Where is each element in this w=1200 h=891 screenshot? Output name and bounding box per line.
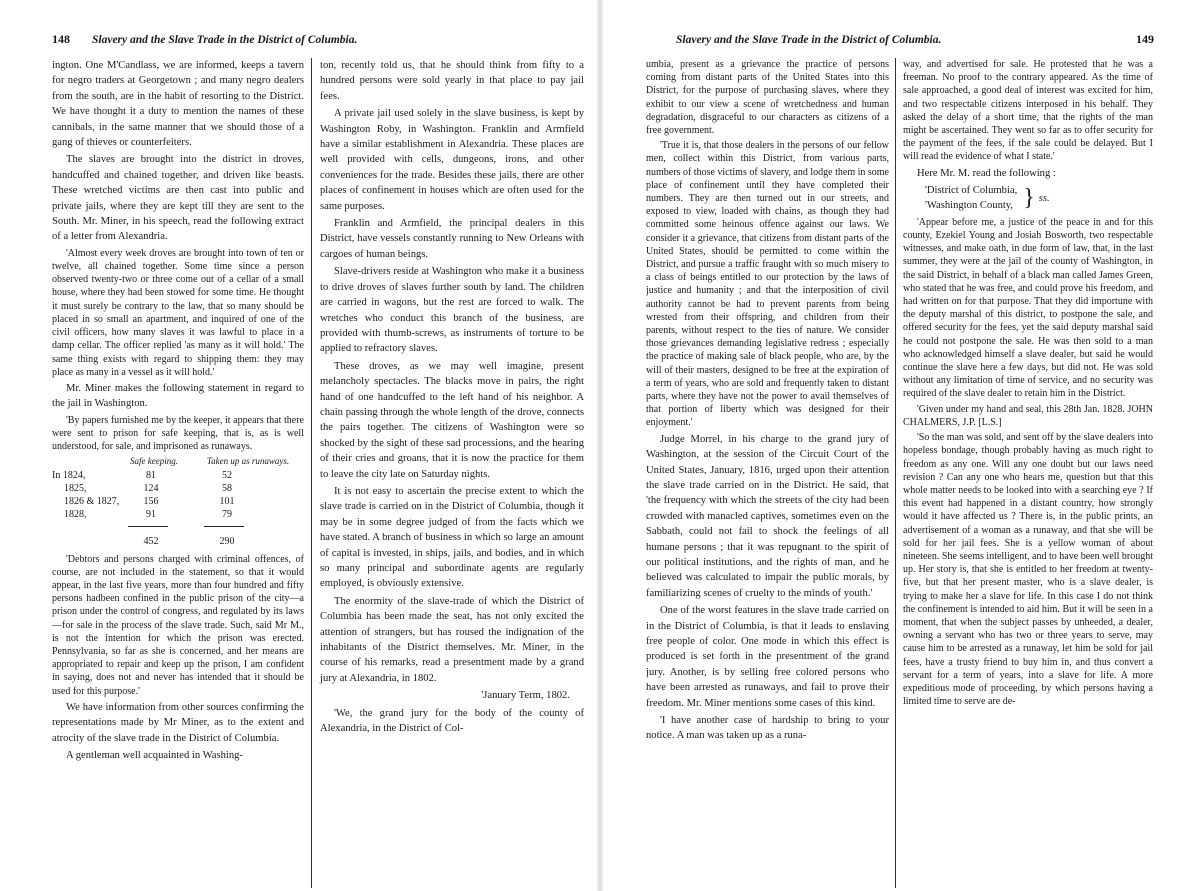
table-cell: 79	[222, 509, 232, 521]
rule-line	[128, 526, 168, 527]
paragraph: Here Mr. M. read the following :	[917, 167, 1056, 179]
paragraph: A private jail used solely in the slave business, is kept by Washington Roby, in Washington. Franklin and Armfield have a similar establishment in Alexandria. These places are well provided with cells, dungeons, irons, and other conveniences for the trade. Besides these jails, there are other places of confinement in houses which are often used for the same purposes.	[320, 108, 584, 212]
table-cell: 91	[146, 509, 156, 521]
venue-line: 'Washington County,	[925, 200, 1014, 212]
paragraph: One of the worst features in the slave trade carried on in the District of Columbia, is that it leads to enslaving free people of color. One mode in which this effect is produced is set forth in the presentment of the grand jury. Another, is by selling free colored persons who have been arrested as runaways, and fail to prove their freedom. Mr. Miner mentions some cases of this kind.	[646, 605, 889, 709]
quote-paragraph: 'Debtors and persons charged with criminal offences, of course, are not included in the statement, so that it would appear, in the last five years, more than four hundred and fifty persons hadbeen confined in the public prison of the city—a prison under the control of congress, and regulated by its laws—for sale in the process of the slave trade. Such, said Mr M., is not the intention for which the prison was erected. Pennsylvania, so far as she is concerned, and her means are appropriated to repair and keep up the prison, I am confident in saying, does not and never has intended that it should be used for this purpose.'	[52, 553, 304, 697]
venue-block	[903, 183, 1153, 214]
table-cell: 101	[219, 495, 235, 507]
paragraph: 'We, the grand jury for the body of the county of Alexandria, in the District of Col-	[320, 707, 584, 735]
paragraph: We have information from other sources confirming the representations made by Mr Miner, as to the extent and atrocity of the slave trade in the District of Columbia.	[52, 701, 304, 744]
paragraph: Mr. Miner makes the following statement in regard to the jail in Washington.	[52, 382, 304, 410]
quote-paragraph: 'Appear before me, a justice of the peace in and for this county, Ezekiel Young and Josiah Bosworth, two respectable witnesses, and make oath, in due form of law, that, in the last summer, they were at the jail of the county of Washington, in the said District, in behalf of a black man called James Green, who stated that he was free, and could prove his freedom, and had written on for that purpose. That they did importune with the deputy marshal of this district, to postpone the sale, and offered security for the fees, yet the said deputy marshal said he could not postpone the sale. He was then sold to a man who acknowledged himself a slave dealer, but said he would continue the slave here a few days, but did not. He was sold without any limitation of time of service, and no security was required of the slave dealer to retain him in the District.	[903, 216, 1153, 400]
right-page	[600, 0, 1200, 891]
paragraph: Judge Morrel, in his charge to the grand jury of Washington, at the session of the Circuit Court of the United States, January, 1816, urged upon their attention the slave trade carried on in the District. He said, that 'the frequency with which the streets of the city had been crowded with manacled captives, sometimes even on the Sabbath, could not fail to shock the feelings of all humane persons ; that it was repugnant to the spirit of our political institutions, and the rights of man, and he believed was calculated to impair the public morals, by familiarizing scenes of cruelty to the minds of youth.'	[646, 433, 889, 599]
right-column-1	[646, 58, 896, 888]
brace-icon: }	[1023, 185, 1035, 212]
table-header-cell: Safe keeping.	[130, 456, 178, 467]
table-cell: 1828,	[64, 509, 87, 521]
dateline: 'January Term, 1802.	[481, 690, 570, 702]
table-cell: 81	[146, 469, 156, 481]
running-head-right	[646, 32, 1154, 54]
left-page-columns	[52, 58, 586, 888]
venue-line: 'District of Columbia,	[925, 185, 1018, 197]
table-cell	[52, 535, 122, 548]
paragraph: These droves, as we may well imagine, present melancholy spectacles. The blacks move in pairs, the right hand of one handcuffed to the left hand of his neighbor. A chain passing through the whole length of the drove, connects the pairs together. The citizens of Washington were so shocked by the sight of these sad processions, and the hearing of their cries and groans, that it is now the practice for them to leave the city late on Saturday nights.	[320, 360, 584, 480]
table-cell: 1825,	[64, 482, 87, 494]
page-number-right: 149	[1136, 32, 1154, 46]
table-cell: 452	[143, 536, 159, 548]
paragraph: It is not easy to ascertain the precise extent to which the slave trade is carried on in the District of Columbia, though it may be in some degree judged of from the facts which we have stated. A branch of business in which so large an amount of capital is invested, in ships, jails, and bodies, and in which so many principal and subordinate agents are regularly employed, is obviously extensive.	[320, 485, 584, 590]
right-page-columns	[646, 58, 1154, 888]
paragraph: A gentleman well acquainted in Washing-	[66, 750, 243, 761]
table-header-cell: Taken up as runaways.	[206, 456, 290, 467]
paragraph: The enormity of the slave-trade of which the District of Columbia has been made the seat, has not only excited the attention of strangers, but has roused the indignation of the inhabitants of the District themselves. Mr. Miner, in the course of his remarks, read a presentment made by a grand jury at Alexandria, in 1802.	[320, 595, 584, 684]
quote-paragraph: 'Almost every week droves are brought into town of ten or twelve, all chained together. Some time since a person observed twenty-two or three come out of a cellar of a small house, where they had been stowed for some time. He thought it must surely be contrary to the law, that so many should be placed in so small an apartment, and inquired of one of the civil officers, how many slaves it was lawful to place in a damp cellar. The officer replied 'as many as it will hold.' The same thing exists with regard to shipping them: they may place as many in a vessel as it will hold.'	[52, 247, 304, 378]
table-cell: 52	[222, 469, 232, 481]
table-header	[52, 455, 304, 468]
paragraph: Franklin and Armfield, the principal dealers in this District, have vessels constantly running to New Orleans with cargoes of human beings.	[320, 218, 584, 260]
table-row	[52, 482, 304, 495]
venue-lines	[903, 183, 1017, 214]
quote-paragraph: umbia, present as a grievance the practice of persons coming from distant parts of the United States into this District, for the purpose of purchasing slaves, where they exhibit to our view a scene of wretchedness and human degradation, disgraceful to our characters as citizens of a free government.	[646, 59, 889, 137]
paragraph: 'I have another case of hardship to bring to your notice. A man was taken up as a runa-	[646, 715, 889, 742]
jail-statistics-table	[52, 455, 304, 548]
running-head-title-right: Slavery and the Slave Trade in the District of Columbia.	[676, 34, 942, 46]
running-head-title-left: Slavery and the Slave Trade in the District of Columbia.	[92, 34, 358, 46]
right-column-2	[896, 58, 1153, 888]
venue-ss: ss.	[1038, 192, 1050, 204]
paragraph: ton, recently told us, that he should think from fifty to a hundred persons were sold yearly in that place to pay jail fees.	[320, 60, 584, 102]
table-cell: 156	[143, 495, 159, 507]
quote-paragraph: 'By papers furnished me by the keeper, it appears that there were sent to prison for safe keeping, that is, as is well understood, for sale, and imprisoned as runaways.	[52, 414, 304, 453]
running-head-left	[52, 32, 586, 54]
left-column-2	[312, 58, 584, 888]
paragraph: The slaves are brought into the district in droves, handcuffed and chained together, and driven like beasts. These wretched victims are then cast into public and private jails, where they are kept till they are sent to the South. Mr. Miner, in his speech, read the following extract of a letter from Alexandria.	[52, 154, 304, 243]
page-number-left: 148	[52, 32, 70, 46]
left-column-1	[52, 58, 312, 888]
table-row	[52, 508, 304, 521]
signature-line: 'Given under my hand and seal, this 28th Jan. 1828. JOHN CHALMERS, J.P. [L.S.]	[903, 403, 1153, 428]
table-row	[52, 469, 304, 482]
table-cell: 290	[219, 536, 235, 548]
quote-paragraph: way, and advertised for sale. He protested that he was a freeman. No proof to the contrary appeared. As the time of sale approached, a good deal of interest was excited for him, and two respectable citizens interposed in his behalf. They asked the delay of a short time, that the rights of the man might be ascertained. They went so far as to offer security for the payment of the fees, if the sale could be delayed. But I will read the evidence of what I state.'	[903, 59, 1153, 163]
rule-line	[204, 526, 244, 527]
quote-paragraph: 'So the man was sold, and sent off by the slave dealers into hopeless bondage, though probably having as much right to freedom as any one. Will any one doubt but our laws need revision ? Can any one who hears me, question but that this whole matter needs to be looked into with a searching eye ? If this event had happened in a distant country, how strongly would it have affected us ? There is, in the public prints, an advertisement of a woman as a runaway, and that she will be sold for her jail fees. She is a yellow woman of about nineteen. She seems intelligent, and to have been well brought up. Her story is, that she is entitled to her freedom at twenty-five, but that her present master, who is a slave dealer, is trying to make her a slave for life. In this case I do not think the confinement is intended to aid him. But it will be seen in a moment, that when the subject passes by unheeded, a dealer, owning a servant who has two or three years to serve, may cause him to be arrested as a runaway, let him be sold for jail fees, have a trusty friend to buy him in, and thus convert a servant for a term of years, into a slave for life. A more expeditious mode of proceeding, by which persons having a limited time to serve are de-	[903, 432, 1153, 708]
table-total-rule	[52, 521, 304, 532]
table-totals-row	[52, 535, 304, 548]
table-cell: 1826 & 1827,	[64, 495, 120, 507]
table-cell: 58	[222, 482, 232, 494]
quote-paragraph: 'True it is, that those dealers in the persons of our fellow men, collect within this District, from various parts, numbers of those victims of slavery, and lodge them in some place of confinement until they have completed their numbers. They are then turned out in our streets, and exposed to view, loaded with chains, as though they had committed some heinous offence against our laws. We consider it a grievance, that citizens from distant parts of the United States, should be permitted to come within the District, and pursue a traffic fraught with so much misery to a class of beings entitled to our protection by the laws of justice and humanity ; and that the interposition of civil authority cannot be had to prevent parents from being wrested from their offspring, and children from their parents, without respect to the ties of nature. We consider those grievances demanding legislative redress ; especially the practice of making sale of black people, who are, by the will of their masters, designed to be free at the expiration of a term of years, who are sold and frequently taken to distant parts, where they have not the power to avail themselves of that portion of liberty which was designed for their enjoyment.'	[646, 140, 889, 429]
table-cell: 124	[143, 482, 159, 494]
table-header-cell	[52, 455, 110, 468]
paragraph: Slave-drivers reside at Washington who make it a business to drive droves of slaves further south by land. The children are carried in wagons, but the rest are forced to walk. The wretches who conduct this branch of the business, are provided with thumb-screws, as instruments of torture to be applied to refractory slaves.	[320, 266, 584, 355]
table-row	[52, 495, 304, 508]
table-cell: In 1824,	[52, 469, 86, 481]
paragraph: ington. One M'Candlass, we are informed, keeps a tavern for negro traders at Georgetown ; and many negro dealers from the south, are in the habit of resorting to the District. We have thought it a duty to mention the names of these cannibals, in the same manner that we should those of a gang of thieves or counterfeiters.	[52, 60, 304, 149]
